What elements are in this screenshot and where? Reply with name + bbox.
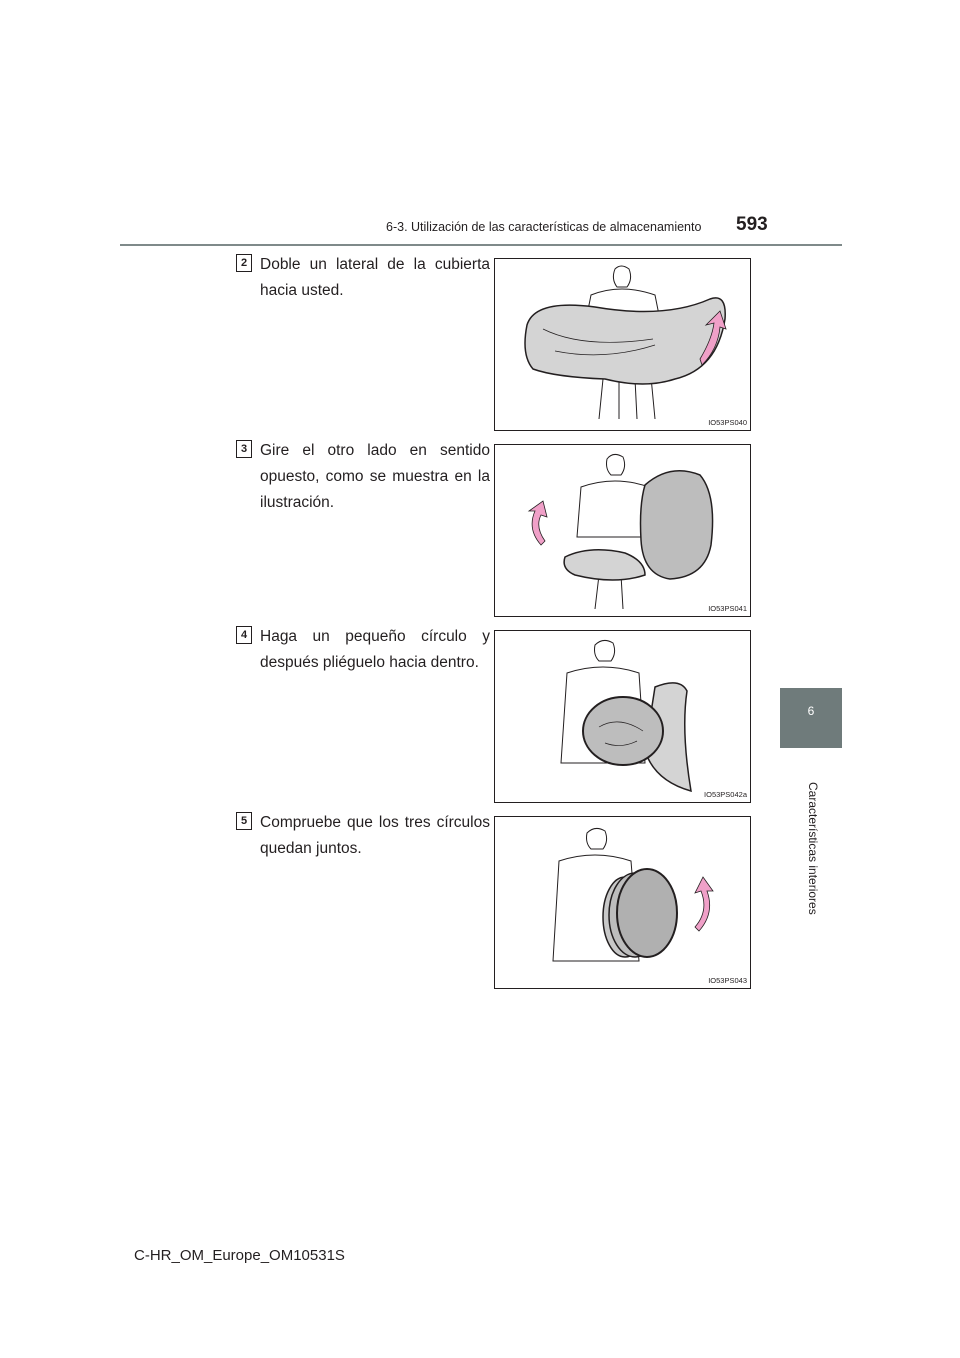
rotate-arrow-icon [529,501,547,545]
step-instruction: Haga un pequeño círculo y después pliéguelo hacia dentro. [260,628,490,671]
step-instruction: Doble un lateral de la cubierta hacia usted. [260,256,490,299]
illustration-fold-side [494,258,751,431]
rotate-arrow-icon [695,877,713,931]
illustration-small-circle [494,630,751,803]
figure-code: IO53PS041 [708,604,747,613]
step-number-badge: 4 [236,626,252,644]
chapter-tab[interactable] [780,688,842,748]
person-folding-cover-illustration [495,259,750,430]
document-id: C-HR_OM_Europe_OM10531S [134,1247,345,1264]
chapter-label: Características interiores [806,782,820,915]
person-twisting-cover-illustration [495,445,750,616]
illustration-twist-opposite [494,444,751,617]
illustration-three-circles [494,816,751,989]
figure-code: IO53PS043 [708,976,747,985]
chapter-number: 6 [807,704,815,718]
step-instruction: Compruebe que los tres círculos quedan juntos. [260,814,490,857]
person-holding-circles-illustration [495,817,750,988]
page-number: 593 [736,214,768,235]
step-instruction: Gire el otro lado en sentido opuesto, como se muestra en la ilustración. [260,442,490,511]
step-number-badge: 5 [236,812,252,830]
person-forming-circle-illustration [495,631,750,802]
figure-code: IO53PS040 [708,418,747,427]
step-number-badge: 2 [236,254,252,272]
section-title: 6-3. Utilización de las características de almacenamiento [386,220,702,234]
header-divider [120,244,842,246]
figure-code: IO53PS042a [704,790,747,799]
step-number-badge: 3 [236,440,252,458]
